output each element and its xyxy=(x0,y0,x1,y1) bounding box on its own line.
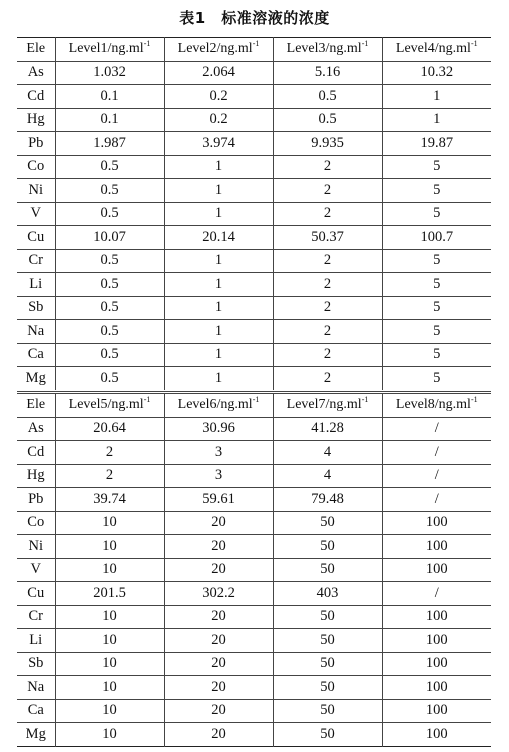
table-row xyxy=(17,179,491,203)
concentration-cell: 0.5 xyxy=(273,85,382,109)
table-row xyxy=(17,441,491,465)
table-row xyxy=(17,296,491,320)
table-row xyxy=(17,367,491,390)
table-row xyxy=(17,417,491,441)
concentration-cell: 100 xyxy=(382,629,491,653)
concentration-cell: 10 xyxy=(55,535,164,559)
concentration-cell: 0.2 xyxy=(164,108,273,132)
element-cell: Pb xyxy=(17,132,55,156)
concentration-cell: 5 xyxy=(382,367,491,390)
column-header-unit-exponent: -1 xyxy=(252,39,260,49)
element-cell: Co xyxy=(17,511,55,535)
concentration-cell: 20 xyxy=(164,558,273,582)
element-cell: Co xyxy=(17,155,55,179)
concentration-cell: 5.16 xyxy=(273,61,382,85)
concentration-cell: 20 xyxy=(164,723,273,747)
concentration-cell: 0.5 xyxy=(55,202,164,226)
table-row xyxy=(17,85,491,109)
concentration-cell: 50 xyxy=(273,676,382,700)
concentration-cell: 5 xyxy=(382,273,491,297)
concentration-table-levels-1-4 xyxy=(17,37,491,390)
element-cell: Ni xyxy=(17,179,55,203)
element-cell: Sb xyxy=(17,652,55,676)
concentration-cell: 2 xyxy=(273,155,382,179)
table-row xyxy=(17,273,491,297)
concentration-cell: 1 xyxy=(164,155,273,179)
concentration-cell: 0.5 xyxy=(55,179,164,203)
table-row xyxy=(17,464,491,488)
concentration-cell: 20 xyxy=(164,652,273,676)
concentration-cell: 1.032 xyxy=(55,61,164,85)
concentration-cell: 50 xyxy=(273,723,382,747)
element-cell: Cd xyxy=(17,85,55,109)
column-header-unit-exponent: -1 xyxy=(361,39,369,49)
concentration-cell: 3.974 xyxy=(164,132,273,156)
concentration-cell: 50 xyxy=(273,558,382,582)
element-cell: Li xyxy=(17,629,55,653)
concentration-cell: 10 xyxy=(55,699,164,723)
table-row xyxy=(17,343,491,367)
concentration-cell: / xyxy=(382,582,491,606)
element-cell: Cu xyxy=(17,226,55,250)
column-header-label: Level2/ng.ml xyxy=(177,41,253,57)
concentration-cell: 403 xyxy=(273,582,382,606)
column-header-label: Level1/ng.ml xyxy=(68,41,144,57)
concentration-cell: 10 xyxy=(55,652,164,676)
element-cell: Cr xyxy=(17,605,55,629)
concentration-cell: 10.07 xyxy=(55,226,164,250)
table-row xyxy=(17,249,491,273)
concentration-cell: 10 xyxy=(55,558,164,582)
concentration-cell: 2 xyxy=(273,202,382,226)
column-header xyxy=(382,393,491,418)
concentration-cell: 41.28 xyxy=(273,417,382,441)
concentration-cell: 4 xyxy=(273,441,382,465)
concentration-cell: 0.5 xyxy=(55,367,164,390)
concentration-cell: / xyxy=(382,441,491,465)
table-row xyxy=(17,652,491,676)
concentration-cell: 59.61 xyxy=(164,488,273,512)
concentration-cell: 10 xyxy=(55,676,164,700)
element-cell: Li xyxy=(17,273,55,297)
header-row xyxy=(17,38,491,62)
table-row xyxy=(17,108,491,132)
element-cell: V xyxy=(17,202,55,226)
column-header xyxy=(17,38,55,62)
concentration-cell: 2 xyxy=(273,179,382,203)
concentration-cell: 100 xyxy=(382,535,491,559)
concentration-cell: 19.87 xyxy=(382,132,491,156)
concentration-cell: 10 xyxy=(55,605,164,629)
column-header-unit-exponent: -1 xyxy=(143,39,151,49)
column-header xyxy=(55,393,164,418)
concentration-cell: 0.5 xyxy=(55,249,164,273)
concentration-table-levels-5-8 xyxy=(17,391,491,747)
concentration-cell: 20 xyxy=(164,699,273,723)
concentration-cell: / xyxy=(382,464,491,488)
element-cell: Ni xyxy=(17,535,55,559)
concentration-cell: 100.7 xyxy=(382,226,491,250)
element-cell: Mg xyxy=(25,725,46,742)
table-row xyxy=(17,723,491,747)
element-cell: Ca xyxy=(17,343,55,367)
concentration-cell: 2 xyxy=(273,343,382,367)
concentration-cell: 2 xyxy=(273,320,382,344)
column-header-unit-exponent: -1 xyxy=(470,395,478,405)
concentration-cell: 3 xyxy=(164,464,273,488)
table-row xyxy=(17,582,491,606)
concentration-cell: 100 xyxy=(382,605,491,629)
element-cell: Ca xyxy=(17,699,55,723)
concentration-cell: 20 xyxy=(164,511,273,535)
element-cell: Hg xyxy=(17,108,55,132)
concentration-cell: 0.5 xyxy=(55,320,164,344)
element-cell: V xyxy=(17,558,55,582)
column-header xyxy=(382,38,491,62)
column-header-label: Level4/ng.ml xyxy=(395,41,471,57)
concentration-cell: 0.1 xyxy=(55,85,164,109)
element-cell: As xyxy=(17,61,55,85)
concentration-cell: / xyxy=(382,488,491,512)
concentration-cell: 10 xyxy=(55,511,164,535)
element-cell: Pb xyxy=(17,488,55,512)
concentration-cell: 4 xyxy=(273,464,382,488)
concentration-cell: 100 xyxy=(382,676,491,700)
concentration-cell: / xyxy=(382,417,491,441)
column-header xyxy=(17,393,55,418)
concentration-cell: 50 xyxy=(273,511,382,535)
column-header-label: Ele xyxy=(26,41,46,57)
concentration-cell: 5 xyxy=(382,249,491,273)
concentration-cell: 5 xyxy=(382,155,491,179)
concentration-cell: 2 xyxy=(273,273,382,297)
concentration-cell: 0.5 xyxy=(55,273,164,297)
concentration-cell: 9.935 xyxy=(273,132,382,156)
concentration-cell: 5 xyxy=(382,296,491,320)
column-header-unit-exponent: -1 xyxy=(470,39,478,49)
concentration-cell: 1 xyxy=(164,179,273,203)
column-header xyxy=(164,38,273,62)
concentration-cell: 1 xyxy=(382,108,491,132)
table-caption: 表1 标准溶液的浓度 xyxy=(179,9,330,27)
concentration-cell: 0.5 xyxy=(273,108,382,132)
table-row xyxy=(17,699,491,723)
concentration-cell: 20 xyxy=(164,605,273,629)
column-header xyxy=(55,38,164,62)
concentration-cell: 10 xyxy=(55,629,164,653)
concentration-cell: 0.5 xyxy=(55,343,164,367)
table-row xyxy=(17,605,491,629)
concentration-cell: 100 xyxy=(382,511,491,535)
concentration-cell: 2.064 xyxy=(164,61,273,85)
concentration-cell: 5 xyxy=(382,179,491,203)
concentration-cell: 2 xyxy=(273,367,382,390)
concentration-cell: 1.987 xyxy=(55,132,164,156)
concentration-cell: 0.2 xyxy=(164,85,273,109)
concentration-cell: 5 xyxy=(382,320,491,344)
concentration-cell: 50 xyxy=(273,605,382,629)
concentration-cell: 100 xyxy=(382,558,491,582)
concentration-cell: 30.96 xyxy=(164,417,273,441)
concentration-cell: 100 xyxy=(382,723,491,747)
element-cell: As xyxy=(17,417,55,441)
concentration-cell: 20.64 xyxy=(55,417,164,441)
concentration-cell: 0.5 xyxy=(55,155,164,179)
concentration-cell: 2 xyxy=(273,296,382,320)
concentration-cell: 1 xyxy=(164,320,273,344)
concentration-cell: 5 xyxy=(382,202,491,226)
column-header-label: Level8/ng.ml xyxy=(395,397,471,413)
column-header-label: Ele xyxy=(26,397,46,413)
column-header-label: Level5/ng.ml xyxy=(68,397,144,413)
concentration-cell: 20 xyxy=(164,535,273,559)
concentration-cell: 20.14 xyxy=(164,226,273,250)
column-header-unit-exponent: -1 xyxy=(361,395,369,405)
concentration-cell: 39.74 xyxy=(55,488,164,512)
concentration-cell: 5 xyxy=(382,343,491,367)
concentration-cell: 10.32 xyxy=(382,61,491,85)
concentration-cell: 79.48 xyxy=(273,488,382,512)
concentration-cell: 1 xyxy=(164,202,273,226)
concentration-cell: 0.1 xyxy=(55,108,164,132)
table-row xyxy=(17,61,491,85)
concentration-cell: 50 xyxy=(273,535,382,559)
concentration-cell: 2 xyxy=(273,249,382,273)
column-header-label: Level3/ng.ml xyxy=(286,41,362,57)
concentration-cell: 100 xyxy=(382,699,491,723)
table-row xyxy=(17,202,491,226)
concentration-cell: 302.2 xyxy=(164,582,273,606)
concentration-cell: 3 xyxy=(164,441,273,465)
element-cell: Na xyxy=(17,320,55,344)
column-header xyxy=(273,393,382,418)
column-header xyxy=(164,393,273,418)
table-row xyxy=(17,132,491,156)
element-cell: Na xyxy=(17,676,55,700)
concentration-cell: 50 xyxy=(273,652,382,676)
concentration-cell: 1 xyxy=(164,273,273,297)
concentration-cell: 1 xyxy=(382,85,491,109)
concentration-cell: 20 xyxy=(164,676,273,700)
column-header xyxy=(273,38,382,62)
concentration-cell: 1 xyxy=(164,367,273,390)
column-header-unit-exponent: -1 xyxy=(143,395,151,405)
concentration-cell: 10 xyxy=(55,723,164,747)
column-header-label: Level6/ng.ml xyxy=(177,397,253,413)
table-row xyxy=(17,558,491,582)
concentration-cell: 2 xyxy=(55,464,164,488)
table-row xyxy=(17,155,491,179)
table-row xyxy=(17,320,491,344)
table-row xyxy=(17,535,491,559)
concentration-cell: 50 xyxy=(273,699,382,723)
element-cell: Hg xyxy=(17,464,55,488)
concentration-cell: 50 xyxy=(273,629,382,653)
header-row xyxy=(17,393,491,418)
concentration-cell: 2 xyxy=(55,441,164,465)
element-cell: Cu xyxy=(17,582,55,606)
concentration-cell: 1 xyxy=(164,343,273,367)
column-header-unit-exponent: -1 xyxy=(252,395,260,405)
element-cell: Mg xyxy=(25,369,46,386)
table-row xyxy=(17,226,491,250)
element-cell: Cd xyxy=(17,441,55,465)
table-row xyxy=(17,629,491,653)
concentration-cell: 100 xyxy=(382,652,491,676)
concentration-cell: 50.37 xyxy=(273,226,382,250)
element-cell: Cr xyxy=(17,249,55,273)
concentration-cell: 201.5 xyxy=(55,582,164,606)
concentration-cell: 20 xyxy=(164,629,273,653)
concentration-cell: 0.5 xyxy=(55,296,164,320)
table-row xyxy=(17,511,491,535)
table-row xyxy=(17,488,491,512)
concentration-cell: 1 xyxy=(164,249,273,273)
column-header-label: Level7/ng.ml xyxy=(286,397,362,413)
element-cell: Sb xyxy=(17,296,55,320)
concentration-cell: 1 xyxy=(164,296,273,320)
table-row xyxy=(17,676,491,700)
